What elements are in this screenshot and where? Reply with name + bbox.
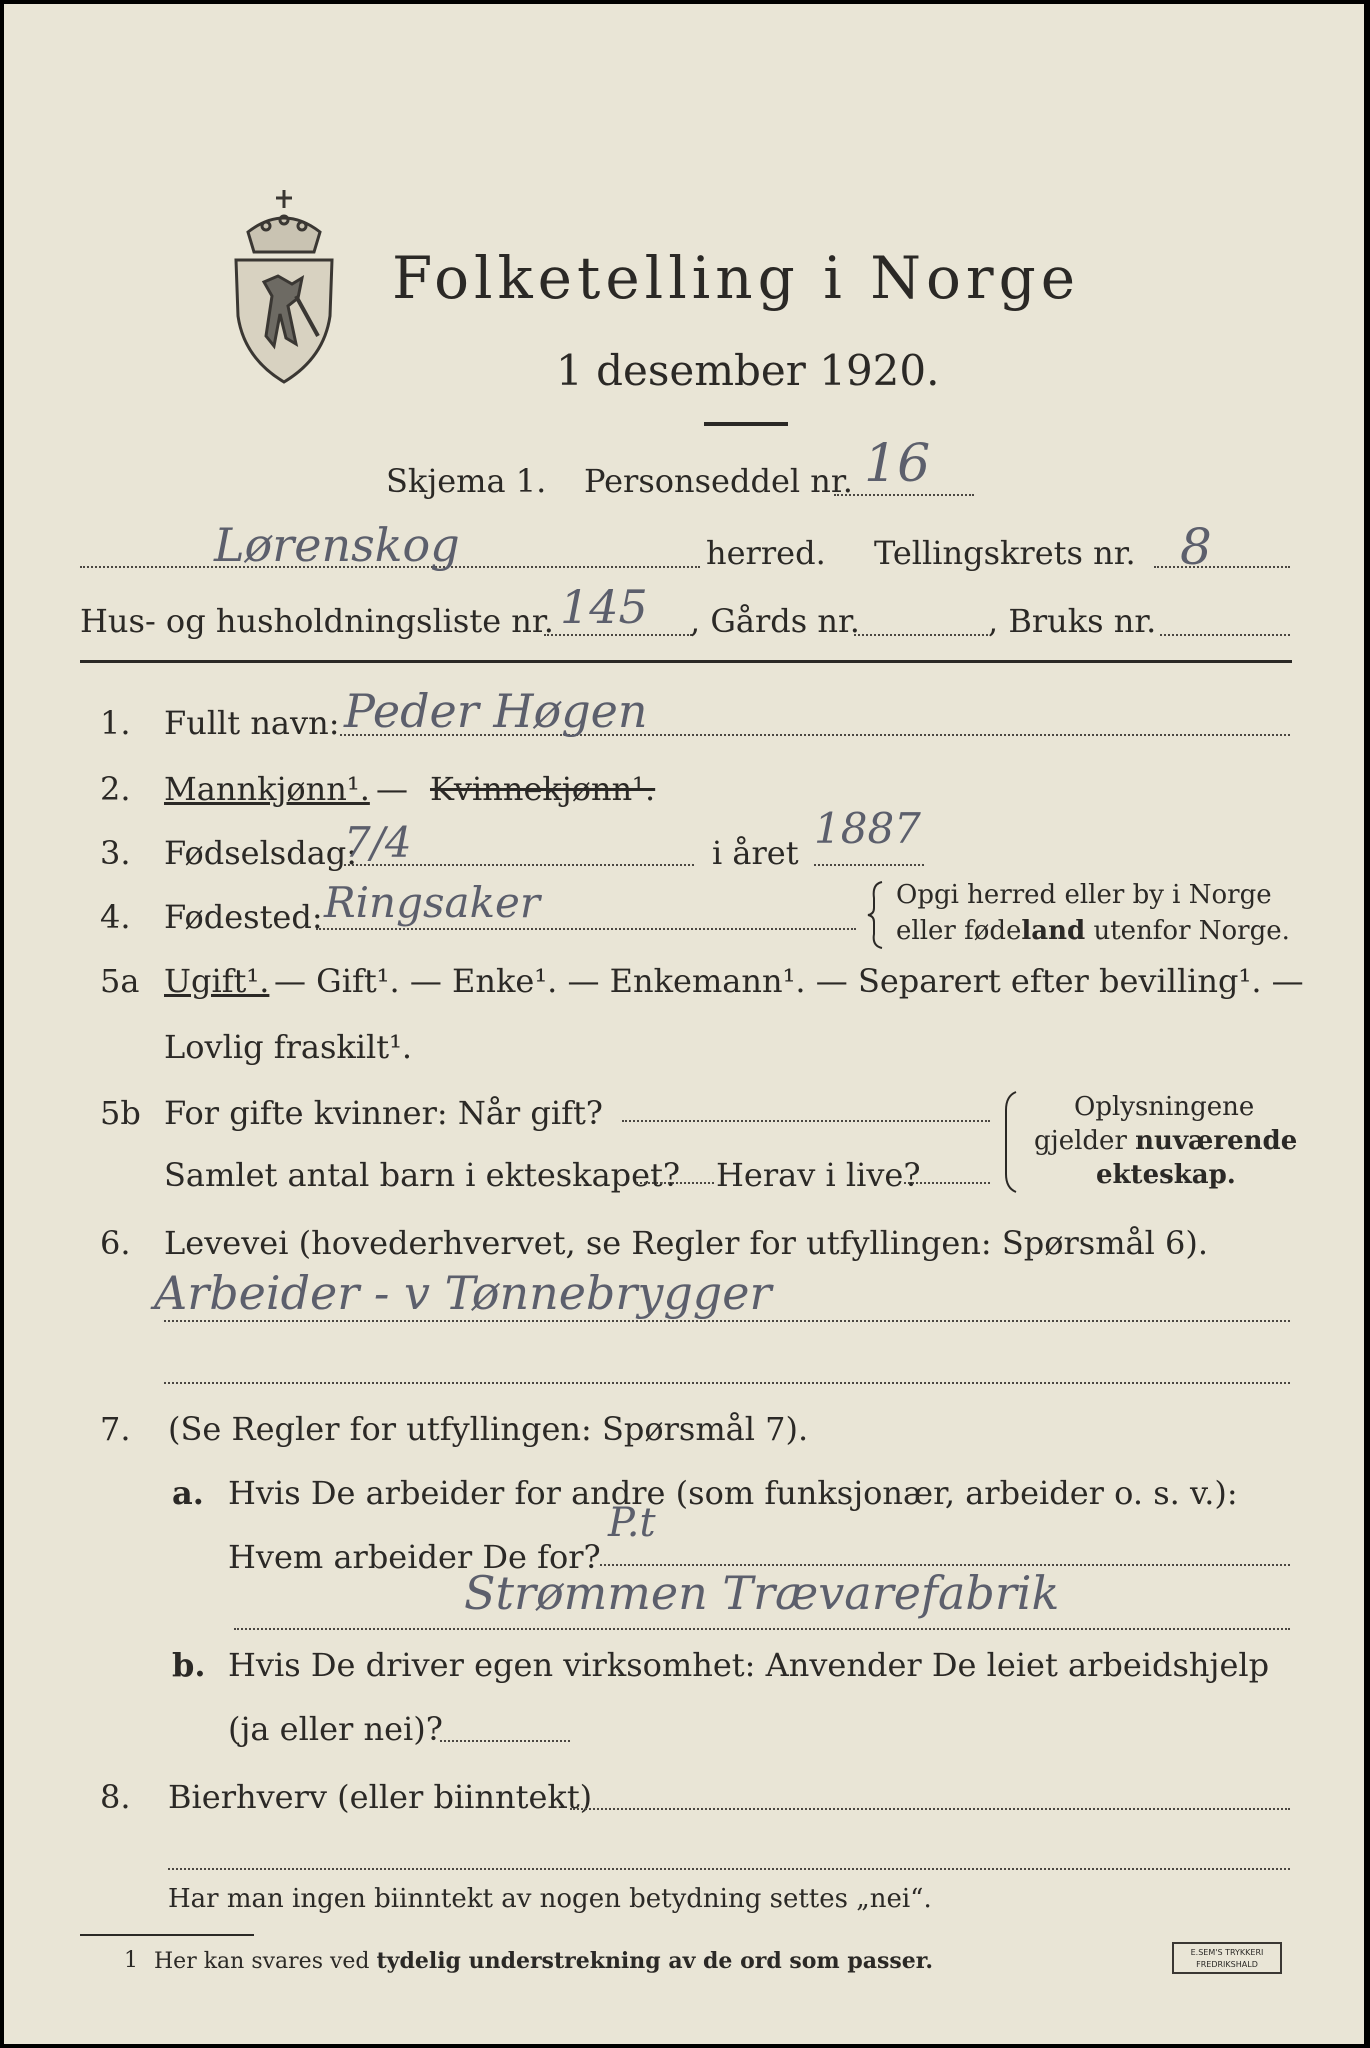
q7a-value1: P.t [608,1500,656,1546]
household-label: Hus- og husholdningsliste nr. [80,602,554,640]
q7a-number: a. [172,1474,204,1512]
q5a-ugift: Ugift¹. [164,962,270,1000]
q5b-bracket-icon [1004,1090,1018,1194]
tellingskrets-value: 8 [1180,518,1212,576]
q5a-number: 5a [100,962,140,1000]
q5b-alive-line [904,1182,990,1184]
q2-male: Mannkjønn¹. [164,770,370,808]
census-form [4,4,1364,2044]
herred-label: herred. [706,534,826,572]
q5b-note2-bold: nuværende [1135,1126,1298,1156]
q5b-line2b: Herav i live? [716,1156,921,1194]
personseddel-value: 16 [864,434,931,494]
q4-note-pre: eller føde [896,916,1022,946]
q7a-line2-rule [234,1628,1290,1630]
footnote-text: Her kan svares ved [154,1949,377,1974]
q7-label: (Se Regler for utfyllingen: Spørsmål 7). [168,1410,809,1448]
q2-number: 2. [100,770,131,808]
footnote-number: 1 [124,1948,138,1973]
q4-label: Fødested: [164,898,323,936]
q4-note-post: utenfor Norge. [1085,916,1290,946]
q3-year-label: i året [712,834,799,872]
personseddel-label: Personseddel nr. [584,462,853,500]
q7b-line [440,1740,570,1742]
q7b-number: b. [172,1646,206,1684]
q4-number: 4. [100,898,131,936]
q5b-when-line [622,1120,990,1122]
q4-line [316,928,856,930]
q8-line1 [570,1808,1290,1810]
schema-label: Skjema 1. [386,462,547,500]
footnote-rule [80,1934,254,1936]
q1-label: Fullt navn: [164,704,340,742]
printer-stamp [1172,1942,1282,1974]
household-value: 145 [560,580,648,634]
printer-stamp-line2: FREDRIKSHALD [1196,1960,1258,1969]
q4-brace-icon [866,880,886,950]
q6-label: Levevei (hovederhvervet, se Regler for utfyllingen: Spørsmål 6). [164,1224,1209,1262]
q7a-value2: Strømmen Trævarefabrik [464,1566,1060,1620]
herred-value: Lørenskog [214,518,460,572]
q6-value: Arbeider - v Tønnebrygger [154,1266,772,1320]
coat-of-arms-icon [226,186,342,386]
q6-line2 [164,1382,1290,1384]
q5b-children-line [636,1182,714,1184]
q5b-note3: ekteskap. [1096,1160,1236,1190]
q5a-line2: Lovlig fraskilt¹. [164,1028,413,1066]
q1-value: Peder Høgen [344,684,648,738]
tellingskrets-line [1154,566,1290,568]
header-rule [80,660,1292,663]
q5b-line2a: Samlet antal barn i ekteskapet? [164,1156,681,1194]
gards-label: , Gårds nr. [690,602,860,640]
q7b-line2: (ja eller nei)? [228,1710,443,1748]
q5b-note2-pre: gjelder [1034,1126,1136,1156]
q3-year-value: 1887 [814,804,921,853]
q5b-number: 5b [100,1094,141,1132]
tellingskrets-label: Tellingskrets nr. [874,534,1136,572]
q4-note-bold: land [1021,916,1086,946]
q3-number: 3. [100,834,131,872]
q7-number: 7. [100,1410,131,1448]
q6-line1 [164,1320,1290,1322]
footer-note: Har man ingen biinntekt av nogen betydning settes „nei“. [168,1884,932,1914]
q3-value: 7/4 [344,818,412,867]
q3-label: Fødselsdag: [164,834,358,872]
q3-year-line [814,864,924,866]
q7b-line1: Hvis De driver egen virksomhet: Anvender De leiet arbeidshjelp [228,1646,1270,1684]
q5b-note1: Oplysningene [1074,1092,1255,1122]
q2-female: Kvinnekjønn¹. [430,770,656,808]
q5b-line1: For gifte kvinner: Når gift? [164,1094,603,1132]
q6-number: 6. [100,1224,131,1262]
gards-line [854,634,988,636]
title-divider [704,422,788,426]
q8-label: Bierhverv (eller biinntekt) [168,1778,593,1816]
q5a-options: — Gift¹. — Enke¹. — Enkemann¹. — Separert efter bevilling¹. — [274,962,1304,1000]
q8-line2 [168,1868,1290,1870]
q1-number: 1. [100,704,131,742]
personseddel-line [834,494,974,496]
q8-number: 8. [100,1778,131,1816]
footnote-bold: tydelig understrekning av de ord som passer. [376,1948,934,1974]
q4-value: Ringsaker [324,878,540,927]
bruks-line [1160,634,1290,636]
bruks-label: , Bruks nr. [988,602,1157,640]
q7a-line1: Hvis De arbeider for andre (som funksjonær, arbeider o. s. v.): [228,1474,1238,1512]
household-line [544,634,692,636]
q2-separator: — [376,770,408,808]
printer-stamp-line1: E.SEM'S TRYKKERI [1190,1948,1264,1957]
form-title: Folketelling i Norge [392,244,1081,312]
q4-note-line1: Opgi herred eller by i Norge [896,880,1272,910]
census-date: 1 desember 1920. [556,346,940,395]
q7a-line2: Hvem arbeider De for? [228,1538,601,1576]
